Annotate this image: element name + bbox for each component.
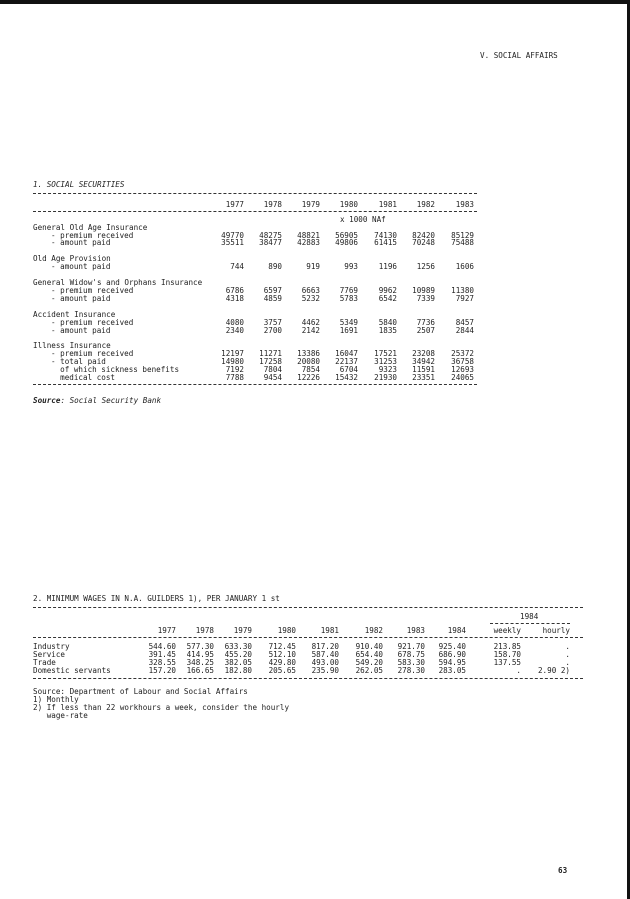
table-cell: 166.65: [186, 666, 214, 675]
table-cell: 8457: [455, 318, 474, 327]
table-cell: .: [516, 666, 521, 675]
group-title: General Widow's and Orphans Insurance: [33, 278, 203, 287]
table-cell: 348.25: [186, 658, 214, 667]
table-cell: 2.90 2): [537, 666, 570, 675]
table-cell: 6597: [263, 286, 282, 295]
table-cell: 712.45: [268, 642, 296, 651]
table-cell: 890: [268, 262, 282, 271]
table-cell: 6542: [378, 294, 397, 303]
table-cell: 16047: [335, 349, 358, 358]
table-cell: 82420: [412, 231, 435, 240]
table-cell: 1835: [378, 326, 397, 335]
dashed-rule: [33, 637, 583, 638]
column-header: 1980: [277, 626, 296, 635]
row-label: - amount paid: [51, 326, 111, 335]
table-cell: 235.90: [311, 666, 339, 675]
table-cell: 2700: [263, 326, 282, 335]
table-cell: 283.05: [438, 666, 466, 675]
table-cell: 925.40: [438, 642, 466, 651]
table-cell: 137.55: [493, 658, 521, 667]
table-cell: 21930: [374, 373, 397, 382]
table-cell: 48821: [297, 231, 320, 240]
table-cell: 24065: [451, 373, 474, 382]
row-label: Trade: [33, 658, 56, 667]
table-cell: 429.80: [268, 658, 296, 667]
table-cell: 12197: [221, 349, 244, 358]
table-cell: 654.40: [355, 650, 383, 659]
table-cell: 49806: [335, 238, 358, 247]
table-cell: 25372: [451, 349, 474, 358]
table-cell: 20080: [297, 357, 320, 366]
table-cell: 157.20: [148, 666, 176, 675]
table-cell: 36758: [451, 357, 474, 366]
column-header: 1983: [406, 626, 425, 635]
unit-label: x 1000 NAf: [340, 215, 386, 224]
table-cell: 382.05: [224, 658, 252, 667]
table-cell: 75488: [451, 238, 474, 247]
footnote: 2) If less than 22 workhours a week, consider the hourly: [33, 703, 290, 712]
table-cell: 910.40: [355, 642, 383, 651]
table-cell: 1691: [339, 326, 358, 335]
table-cell: 817.20: [311, 642, 339, 651]
table-cell: .: [565, 650, 570, 659]
table-cell: 7927: [455, 294, 474, 303]
table-cell: 12693: [451, 365, 474, 374]
table-cell: 633.30: [224, 642, 252, 651]
table-cell: 17258: [259, 357, 282, 366]
table-cell: 7788: [225, 373, 244, 382]
row-label: - premium received: [51, 286, 134, 295]
table-title: 1. SOCIAL SECURITIES: [33, 180, 125, 189]
row-label: Industry: [33, 642, 70, 651]
table-cell: 11271: [259, 349, 282, 358]
table-cell: 56905: [335, 231, 358, 240]
column-header: 1981: [378, 200, 397, 209]
row-label: - premium received: [51, 318, 134, 327]
table-cell: 493.00: [311, 658, 339, 667]
group-title: Old Age Provision: [33, 254, 111, 263]
column-header: hourly: [542, 626, 570, 635]
column-header: 1979: [233, 626, 252, 635]
dashed-rule: [33, 607, 583, 608]
table-cell: 15432: [335, 373, 358, 382]
column-header: 1982: [416, 200, 435, 209]
table-cell: 1606: [455, 262, 474, 271]
table-cell: 23351: [412, 373, 435, 382]
table-cell: 5840: [378, 318, 397, 327]
table-title: 2. MINIMUM WAGES IN N.A. GUILDERS 1), PER JANUARY 1 st: [33, 594, 280, 603]
table-cell: 205.65: [268, 666, 296, 675]
table-cell: 70248: [412, 238, 435, 247]
table-cell: 35511: [221, 238, 244, 247]
dashed-rule: [33, 678, 583, 679]
table-cell: 42883: [297, 238, 320, 247]
table-cell: 744: [230, 262, 244, 271]
table-cell: 7854: [301, 365, 320, 374]
table-cell: 583.30: [397, 658, 425, 667]
dashed-rule: [490, 623, 570, 624]
table-cell: 85129: [451, 231, 474, 240]
dashed-rule: [33, 384, 477, 385]
table-cell: 549.20: [355, 658, 383, 667]
column-header: 1978: [263, 200, 282, 209]
row-label: - total paid: [51, 357, 106, 366]
table-cell: 278.30: [397, 666, 425, 675]
table-cell: 9454: [263, 373, 282, 382]
table-cell: 7192: [225, 365, 244, 374]
table-cell: 11591: [412, 365, 435, 374]
table-cell: 919: [306, 262, 320, 271]
table-cell: 14980: [221, 357, 244, 366]
table-cell: 7769: [339, 286, 358, 295]
table-cell: 455.20: [224, 650, 252, 659]
table-cell: 3757: [263, 318, 282, 327]
table-cell: 678.75: [397, 650, 425, 659]
row-label: - amount paid: [51, 238, 111, 247]
table-cell: 512.10: [268, 650, 296, 659]
table-cell: 6704: [339, 365, 358, 374]
table-cell: 182.80: [224, 666, 252, 675]
table-cell: 6663: [301, 286, 320, 295]
table-cell: 391.45: [148, 650, 176, 659]
table-cell: 7736: [416, 318, 435, 327]
column-header: 1983: [455, 200, 474, 209]
table-cell: 993: [344, 262, 358, 271]
table-cell: 17521: [374, 349, 397, 358]
row-label: Domestic servants: [33, 666, 111, 675]
table-cell: 213.85: [493, 642, 521, 651]
table-cell: 328.55: [148, 658, 176, 667]
source-text: Social Security Bank: [69, 396, 162, 405]
column-header: 1980: [339, 200, 358, 209]
table-cell: 34942: [412, 357, 435, 366]
table-cell: 921.70: [397, 642, 425, 651]
footnote: wage-rate: [33, 711, 88, 720]
table-cell: 5232: [301, 294, 320, 303]
dashed-rule: [33, 211, 477, 212]
group-title: Accident Insurance: [33, 310, 116, 319]
page-number: 63: [558, 866, 568, 875]
table-cell: 5349: [339, 318, 358, 327]
table-cell: 587.40: [311, 650, 339, 659]
table-cell: 158.70: [493, 650, 521, 659]
row-label: - amount paid: [51, 262, 111, 271]
table-cell: 38477: [259, 238, 282, 247]
table-cell: 4080: [225, 318, 244, 327]
column-header: 1979: [301, 200, 320, 209]
footnote: 1) Monthly: [33, 695, 79, 704]
column-header: weekly: [493, 626, 521, 635]
table-cell: 61415: [374, 238, 397, 247]
source-note: [33, 396, 161, 405]
table-cell: 594.95: [438, 658, 466, 667]
table-cell: 4462: [301, 318, 320, 327]
table-cell: 2340: [225, 326, 244, 335]
table-cell: 414.95: [186, 650, 214, 659]
column-header: 1981: [320, 626, 339, 635]
source-label: Source: [33, 396, 61, 405]
table-cell: 6786: [225, 286, 244, 295]
row-label: medical cost: [51, 373, 116, 382]
separator: :: [60, 396, 70, 405]
column-header: 1982: [364, 626, 383, 635]
table-cell: .: [565, 658, 570, 667]
section-header: V. SOCIAL AFFAIRS: [480, 51, 558, 60]
table-cell: 31253: [374, 357, 397, 366]
table-cell: 7804: [263, 365, 282, 374]
group-title: Illness Insurance: [33, 341, 111, 350]
table-cell: 9323: [378, 365, 397, 374]
column-header: 1977: [225, 200, 244, 209]
table-cell: 4318: [225, 294, 244, 303]
column-header: 1978: [195, 626, 214, 635]
column-header: 1984: [447, 626, 466, 635]
table-cell: 686.90: [438, 650, 466, 659]
table-cell: 1256: [416, 262, 435, 271]
table-cell: 12226: [297, 373, 320, 382]
table-cell: 262.05: [355, 666, 383, 675]
table-cell: 7339: [416, 294, 435, 303]
row-label: of which sickness benefits: [51, 365, 180, 374]
dashed-rule: [33, 193, 477, 194]
table-cell: 48275: [259, 231, 282, 240]
table-cell: 10989: [412, 286, 435, 295]
table-cell: 22137: [335, 357, 358, 366]
table-cell: 49770: [221, 231, 244, 240]
table-cell: 2142: [301, 326, 320, 335]
column-header: 1977: [157, 626, 176, 635]
table-cell: 2844: [455, 326, 474, 335]
table-cell: 577.30: [186, 642, 214, 651]
table-cell: 5783: [339, 294, 358, 303]
table-cell: 74130: [374, 231, 397, 240]
source-note: Source: Department of Labour and Social Affairs: [33, 687, 248, 696]
row-label: Service: [33, 650, 66, 659]
table-cell: 11380: [451, 286, 474, 295]
row-label: - premium received: [51, 231, 134, 240]
table-cell: 544.60: [148, 642, 176, 651]
group-title: General Old Age Insurance: [33, 223, 148, 232]
table-cell: .: [565, 642, 570, 651]
table-cell: 4859: [263, 294, 282, 303]
scan-border-top: [0, 0, 630, 4]
group-header: 1984: [520, 612, 539, 621]
table-cell: 1196: [378, 262, 397, 271]
table-cell: 23208: [412, 349, 435, 358]
table-cell: 9962: [378, 286, 397, 295]
row-label: - amount paid: [51, 294, 111, 303]
table-cell: 2507: [416, 326, 435, 335]
row-label: - premium received: [51, 349, 134, 358]
table-cell: 13386: [297, 349, 320, 358]
